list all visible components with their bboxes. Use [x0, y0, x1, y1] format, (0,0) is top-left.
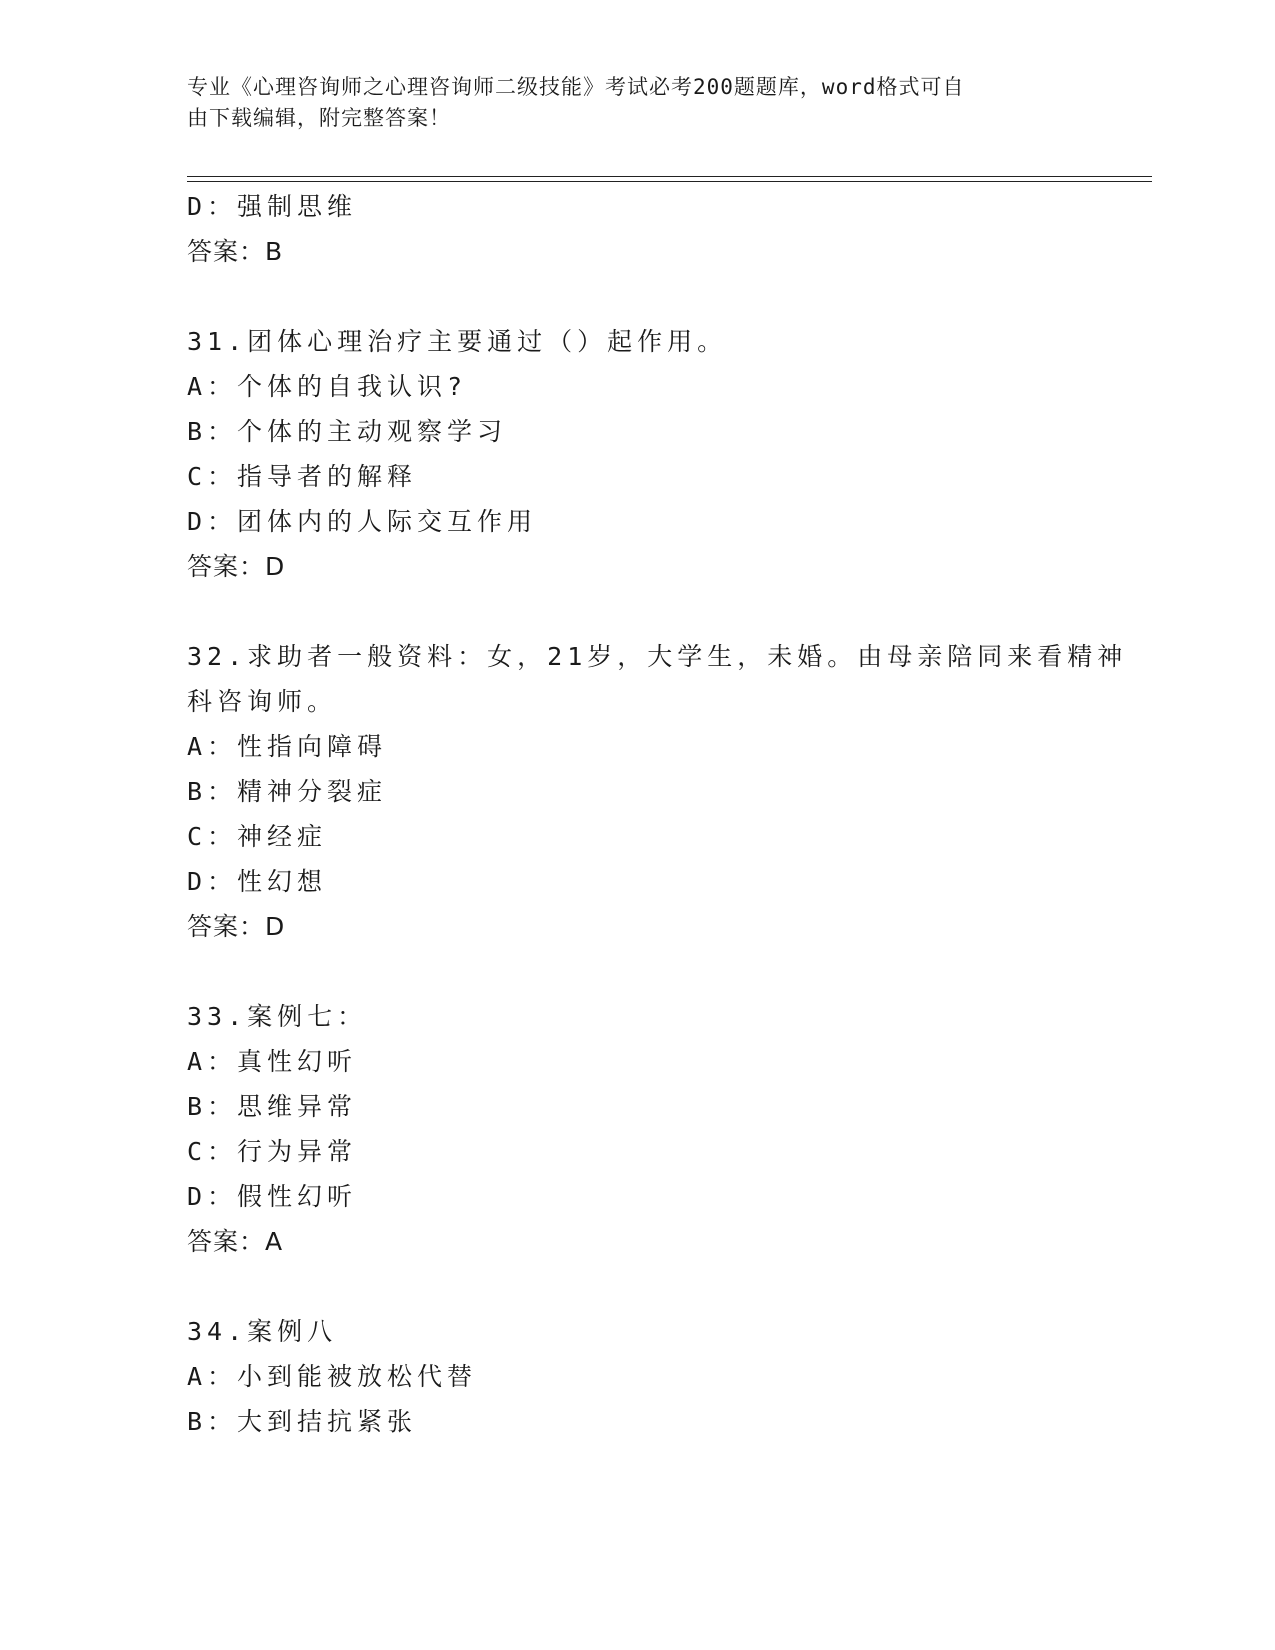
q32-answer: 答案：D — [187, 912, 286, 941]
q32-question-line-2: 科咨询师。 — [187, 687, 338, 716]
q31-option-b: B：个体的主动观察学习 — [187, 417, 508, 446]
header-rule-top — [187, 176, 1152, 177]
q32-option-d: D：性幻想 — [187, 867, 328, 896]
header-line-1: 专业《心理咨询师之心理咨询师二级技能》考试必考200题题库，word格式可自 — [187, 75, 965, 99]
q34-question: 34.案例八 — [187, 1317, 338, 1346]
q32-option-c: C：神经症 — [187, 822, 328, 851]
q31-question: 31.团体心理治疗主要通过（）起作用。 — [187, 327, 728, 356]
q34-option-a: A：小到能被放松代替 — [187, 1362, 478, 1391]
q32-question-line-1: 32.求助者一般资料：女，21岁，大学生，未婚。由母亲陪同来看精神 — [187, 642, 1128, 671]
header-line-2: 由下载编辑，附完整答案！ — [187, 106, 451, 130]
q31-option-c: C：指导者的解释 — [187, 462, 418, 491]
q30-answer: 答案：B — [187, 237, 284, 266]
q31-option-d: D：团体内的人际交互作用 — [187, 507, 538, 536]
q32-option-a: A：性指向障碍 — [187, 732, 388, 761]
q34-option-b: B：大到拮抗紧张 — [187, 1407, 418, 1436]
document-header — [187, 72, 1067, 134]
q30-option-d: D：强制思维 — [187, 192, 358, 221]
q33-option-d: D：假性幻听 — [187, 1182, 358, 1211]
q33-option-c: C：行为异常 — [187, 1137, 358, 1166]
q33-question: 33.案例七： — [187, 1002, 368, 1031]
q31-option-a: A：个体的自我认识? — [187, 372, 468, 401]
q31-answer: 答案：D — [187, 552, 286, 581]
q33-answer: 答案：A — [187, 1227, 284, 1256]
q32-option-b: B：精神分裂症 — [187, 777, 388, 806]
q33-option-a: A：真性幻听 — [187, 1047, 358, 1076]
q33-option-b: B：思维异常 — [187, 1092, 358, 1121]
header-rule-bottom — [187, 181, 1152, 182]
